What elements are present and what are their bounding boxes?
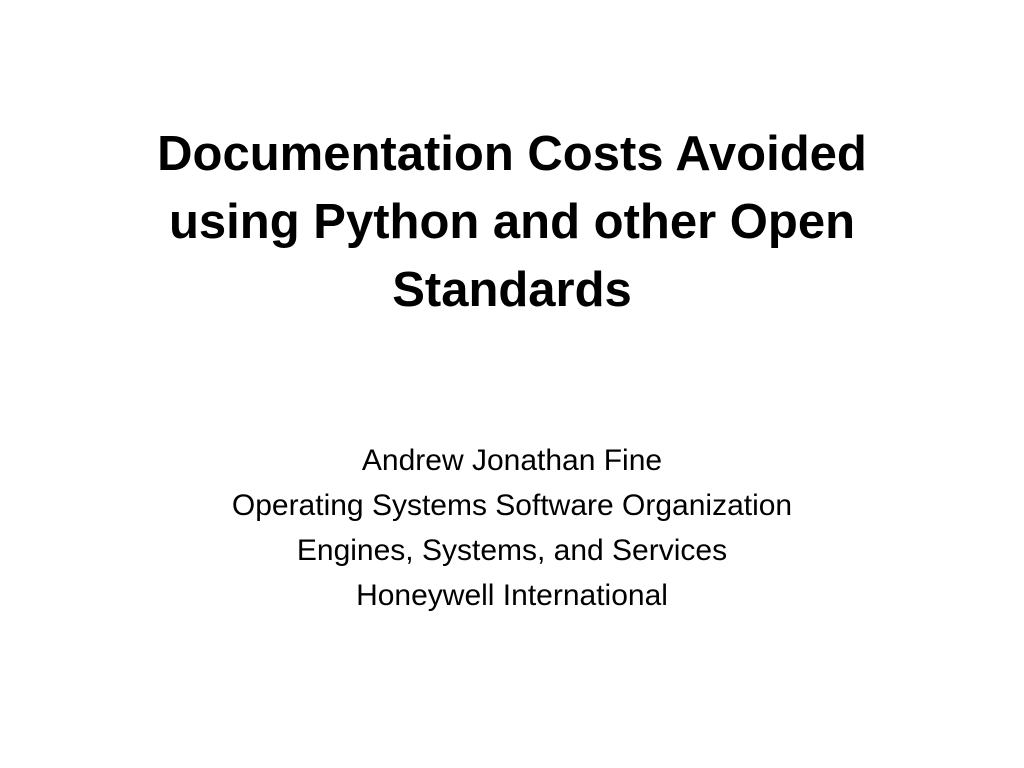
division: Engines, Systems, and Services: [296, 534, 728, 567]
company: Honeywell International: [356, 579, 668, 612]
title-line: Standards: [392, 263, 632, 317]
author-name: Andrew Jonathan Fine: [361, 444, 663, 477]
title-line: using Python and other Open: [169, 195, 855, 249]
title-line: Documentation Costs Avoided: [157, 127, 867, 181]
slide-title: [62, 120, 962, 324]
slide-subtitle: [62, 438, 962, 618]
organization: Operating Systems Software Organization: [231, 489, 793, 522]
